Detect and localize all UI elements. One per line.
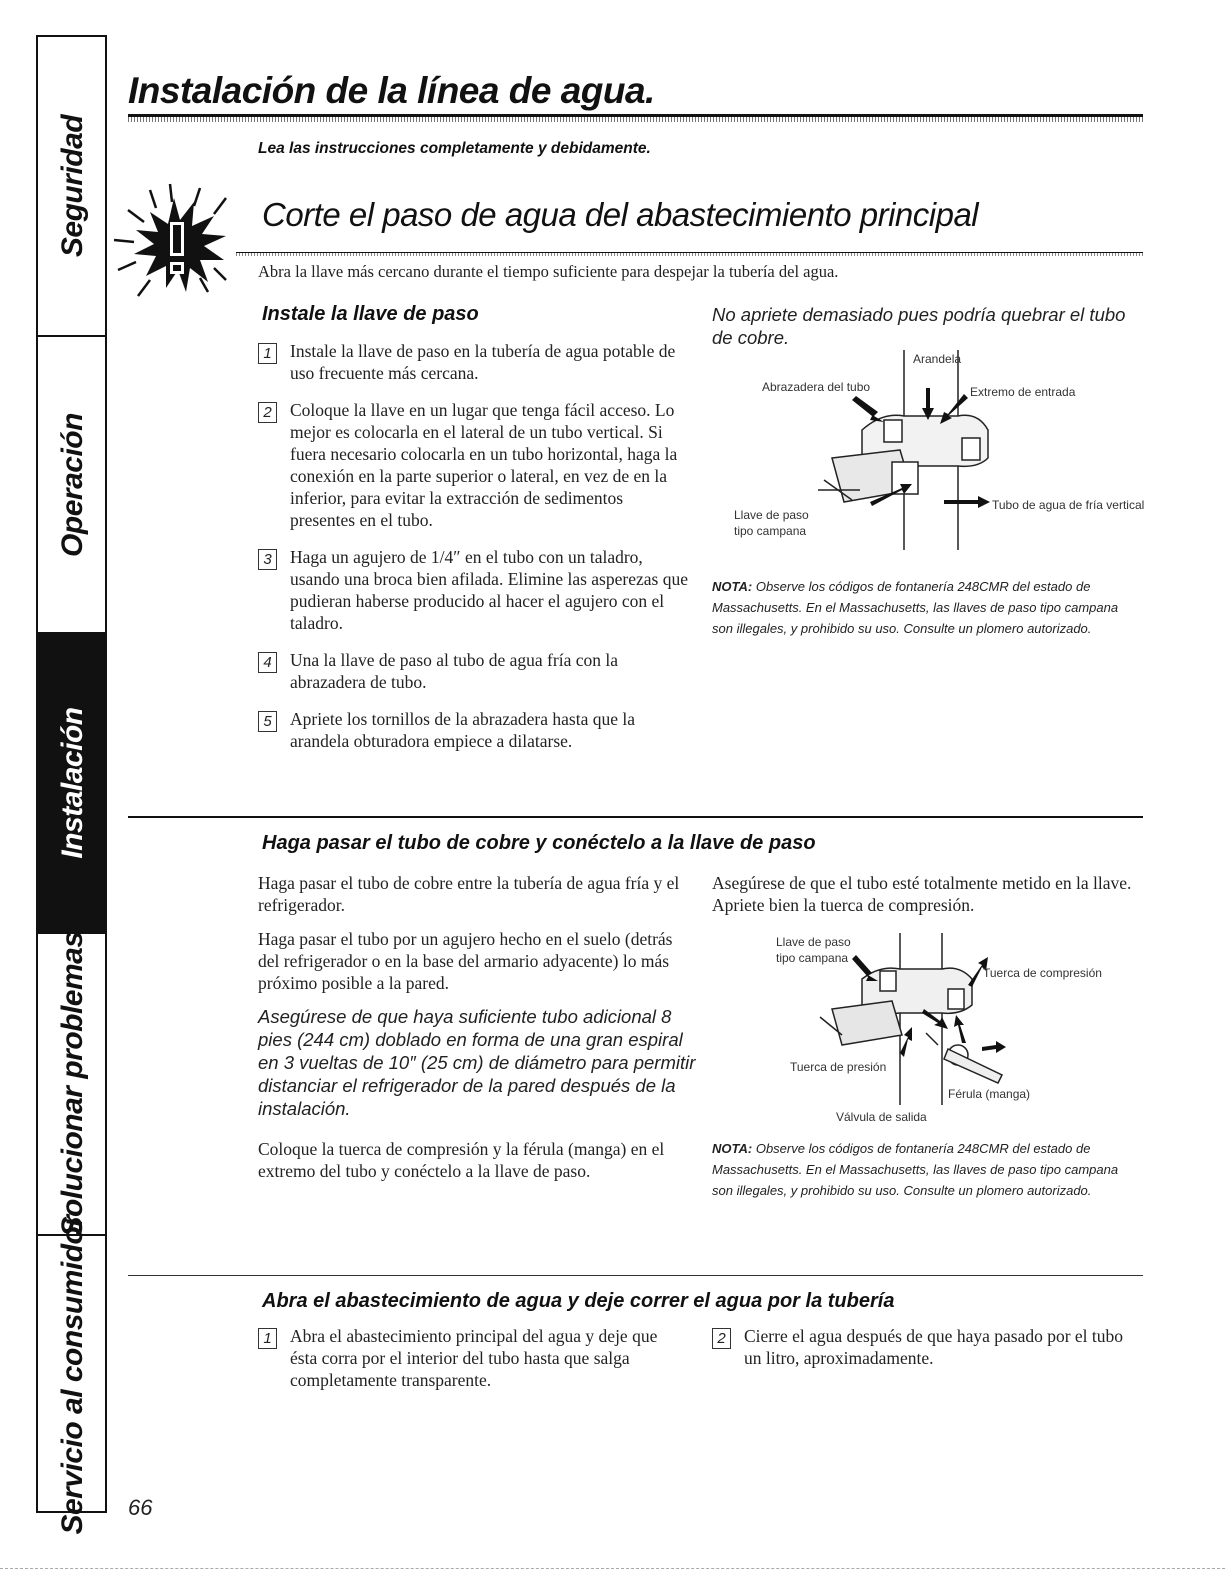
title-rule [128,114,1143,122]
step-text: Haga un agujero de 1/4″ en el tubo con un taladro, usando una broca bien afilada. Elimine las asperezas que pudieran haberse producido al hacer el agujero con el taladro. [290,547,688,633]
page-title: Instalación de la línea de agua. [128,70,655,111]
tab-label: Instalación [55,707,89,859]
step-item [258,399,688,531]
tab-label: Servicio al consumidor [55,1214,89,1535]
tubing-paragraph: Coloque la tuerca de compresión y la férula (manga) en el extremo del tubo y conéctelo a la llave de paso. [258,1139,665,1181]
shutoff-heading: Instale la llave de paso [262,303,479,325]
tab-solucionar-problemas[interactable] [38,931,107,1237]
caution-text: No apriete demasiado pues podría quebrar el tubo de cobre. [712,304,1126,348]
warning-text: Abra la llave más cercano durante el tiempo suficiente para despejar la tubería del agua. [258,262,839,281]
step-text: Instale la llave de paso en la tubería de agua potable de uso frecuente más cercana. [290,341,676,383]
tubing-paragraph: Haga pasar el tubo por un agujero hecho en el suelo (detrás del refrigerador o en la base del armario adyacente) lo más próximo posible a la pared. [258,929,673,993]
label-compression-nut: Tuerca de compresión [983,966,1102,980]
tubing-heading: Haga pasar el tubo de cobre y conéctelo a la llave de paso [262,832,816,854]
step-text: Apriete los tornillos de la abrazadera hasta que la arandela obturadora empiece a dilatarse. [290,709,635,751]
label-pipe-clamp: Abrazadera del tubo [762,380,871,394]
page-number: 66 [128,1495,153,1520]
nota-label: NOTA: [712,1141,753,1156]
label-vertical-pipe: Tubo de agua de fría vertical [992,498,1145,512]
instructions-note: Lea las instrucciones completamente y debidamente. [258,140,651,157]
warning-rule [236,252,1143,256]
label-saddle-valve-line1: Llave de paso [776,935,851,949]
step-number: 1 [258,343,277,364]
tab-operacion[interactable] [38,337,107,634]
step-number: 5 [258,711,277,732]
label-saddle-valve-line2: tipo campana [734,524,807,538]
label-ferrule: Férula (manga) [948,1087,1031,1101]
side-rail [105,35,107,1513]
label-outlet-valve: Válvula de salida [836,1110,927,1124]
tab-label: Operación [55,412,89,557]
step-item [258,340,688,384]
section-rule [128,1275,1143,1276]
step-number: 1 [258,1328,277,1349]
step-item [258,546,688,634]
bottom-rule [0,1568,1225,1569]
section-rule [128,816,1143,818]
step-number: 3 [258,549,277,570]
nota-text: Observe los códigos de fontanería 248CMR del estado de Massachusetts. En el Massachusetts, las llaves de paso tipo campana son illegales, y prohibido su uso. Consulte un plomero autorizado. [712,1141,1119,1198]
exclamation-burst-icon [108,180,258,320]
flush-heading: Abra el abastecimiento de agua y deje correr el agua por la tubería [262,1290,895,1312]
step-text: Coloque la llave en un lugar que tenga fácil acceso. Lo mejor es colocarla en el lateral de un tubo vertical. Si fuera necesario colocarla en un tubo horizontal, haga la conexión en la parte superior o lateral, en vez de en la inferior, para evitar la extracción de sedimentos presentes en el tubo. [290,400,678,530]
nota-note [712,1138,1132,1201]
warning-heading: Corte el paso de agua del abastecimiento principal [262,196,979,233]
label-inlet-end: Extremo de entrada [970,385,1076,399]
tubing-paragraph: Asegúrese de que el tubo esté totalmente metido en la llave. Apriete bien la tuerca de compresión. [712,873,1132,915]
label-saddle-valve-line1: Llave de paso [734,508,809,522]
step-number: 4 [258,652,277,673]
step-item [712,1325,1142,1369]
step-item [258,1325,688,1391]
nota-note [712,576,1132,639]
tab-label: Solucionar problemas [55,931,89,1237]
flush-steps [712,1325,1142,1384]
side-tabs [36,35,107,1535]
step-text: Una la llave de paso al tubo de agua fría con la abrazadera de tubo. [290,650,618,692]
shutoff-steps [258,340,688,767]
step-number: 2 [712,1328,731,1349]
nota-label: NOTA: [712,579,753,594]
tab-servicio-al-consumidor[interactable] [38,1214,107,1535]
tubing-paragraph: Haga pasar el tubo de cobre entre la tubería de agua fría y el refrigerador. [258,873,680,915]
tab-label: Seguridad [55,114,89,258]
nota-text: Observe los códigos de fontanería 248CMR del estado de Massachusetts. En el Massachusetts, las llaves de paso tipo campana son illegales, y prohibido su uso. Consulte un plomero autorizado. [712,579,1119,636]
flush-steps [258,1325,688,1406]
step-item [258,649,688,693]
step-text: Cierre el agua después de que haya pasado por el tubo un litro, aproximadamente. [744,1326,1124,1368]
step-text: Abra el abastecimiento principal del agua y deje que ésta corra por el interior del tubo hasta que salga completamente transparente. [290,1326,658,1390]
label-saddle-valve-line2: tipo campana [776,951,849,965]
step-item [258,708,688,752]
tab-seguridad[interactable] [38,37,107,337]
label-washer: Arandela [913,352,962,366]
step-number: 2 [258,402,277,423]
tubing-emphasis: Asegúrese de que haya suficiente tubo adicional 8 pies (244 cm) doblado en forma de una gran espiral en 3 vueltas de 10″ (25 cm) de diámetro para permitir distanciar el refrigerador de la pared después de la instalación. [258,1006,696,1119]
tab-instalacion[interactable] [38,634,107,934]
label-packing-nut: Tuerca de presión [790,1060,887,1074]
